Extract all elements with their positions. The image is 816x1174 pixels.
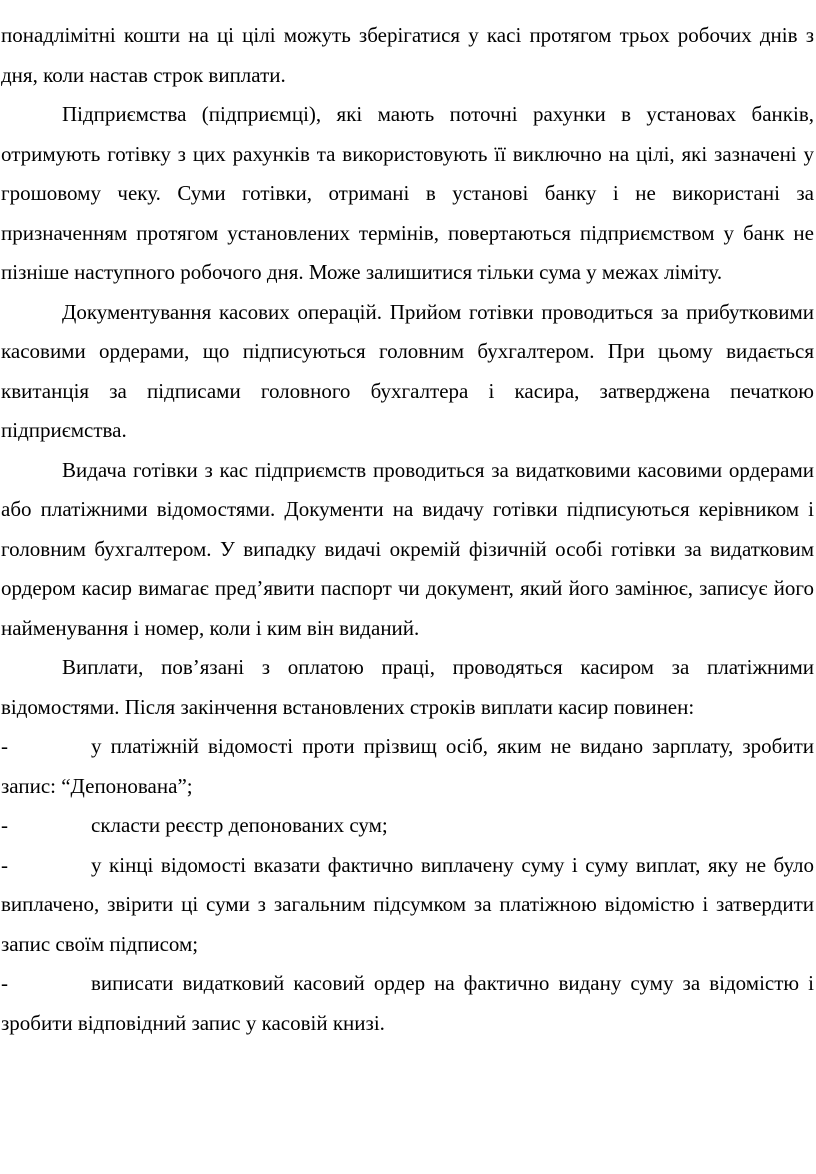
cashier-duties-list xyxy=(1,727,814,1043)
list-item xyxy=(1,846,814,965)
list-marker: - xyxy=(1,813,8,837)
list-item xyxy=(1,964,814,1043)
list-item-text: виписати видатковий касовий ордер на фактично видану суму за відомістю і зробити відповідний запис у касовій книзі. xyxy=(1,971,814,1035)
paragraph-documentation: Документування касових операцій. Прийом готівки проводиться за прибутковими касовими ордерами, що підписуються головним бухгалтером. При цьому видається квитанція за підписами головного бухгалтера і касира, затверджена печаткою підприємства. xyxy=(1,299,814,442)
list-item-text: у платіжній відомості проти прізвищ осіб, яким не видано зарплату, зробити запис: “Депонована”; xyxy=(1,734,814,798)
list-marker: - xyxy=(1,734,8,758)
list-item xyxy=(1,727,814,806)
paragraph-continuation: понадлімітні кошти на ці цілі можуть зберігатися у касі протягом трьох робочих днів з дня, коли настав строк виплати. xyxy=(1,23,814,87)
paragraph-payroll: Виплати, пов’язані з оплатою праці, проводяться касиром за платіжними відомостями. Після закінчення встановлених строків виплати касир повинен: xyxy=(1,655,814,719)
list-marker: - xyxy=(1,852,8,877)
list-item-text: у кінці відомості вказати фактично виплачену суму і суму виплат, яку не було виплачено, звірити ці суми з загальним підсумком за платіжною відомістю і затвердити запис своїм підписом; xyxy=(1,852,814,956)
list-item-text: скласти реєстр депонованих сум; xyxy=(91,813,388,837)
list-item xyxy=(1,806,814,846)
paragraph-cash-issue: Видача готівки з кас підприємств проводиться за видатковими касовими ордерами або платіжними відомостями. Документи на видачу готівки підписуються керівником і головним бухгалтером. У випадку видачі окремій фізичній особі готівки за видатковим ордером касир вимагає пред’явити паспорт чи документ, який його замінює, записує його найменування і номер, коли і ким він виданий. xyxy=(1,457,814,640)
paragraph-cash-receipt: Підприємства (підприємці), які мають поточні рахунки в установах банків, отримують готівку з цих рахунків та використовують її виключно на цілі, які зазначені у грошовому чеку. Суми готівки, отримані в установі банку і не використані за призначенням протягом установлених термінів, повертаються підприємством у банк не пізніше наступного робочого дня. Може залишитися тільки сума у межах ліміту. xyxy=(1,102,814,284)
list-marker: - xyxy=(1,971,8,995)
